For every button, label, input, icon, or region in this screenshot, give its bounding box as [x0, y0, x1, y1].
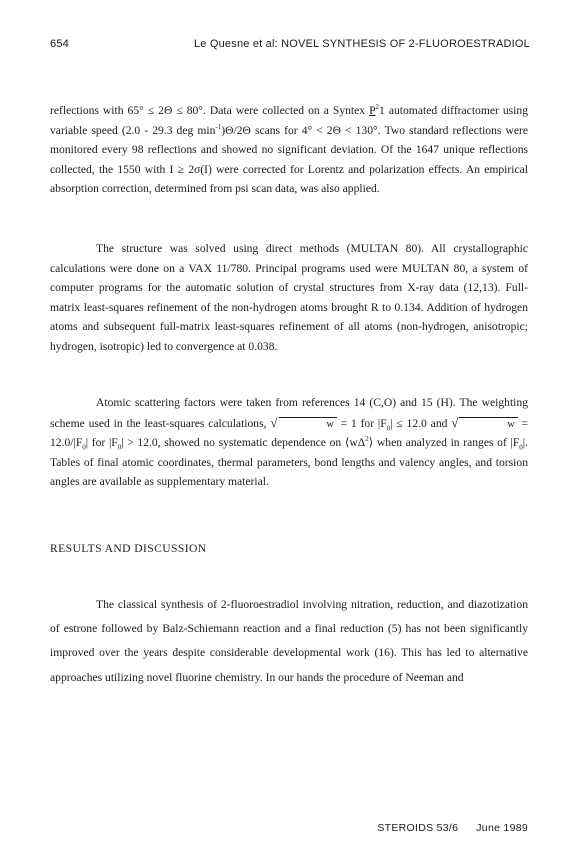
paragraph-text: reflections with 65° ≤ 2Θ ≤ 80°. Data were collected on a Syntex — [50, 104, 370, 117]
sqrt-argument: w — [279, 417, 337, 432]
paragraph-text: 1 automated diffractomer using variable speed (2.0 - 29.3 deg min — [50, 104, 529, 137]
sqrt-symbol: √ — [451, 414, 459, 430]
issue-date: June 1989 — [476, 822, 528, 834]
subscript: 0 — [386, 423, 391, 432]
paragraph-text: The classical synthesis of 2-fluoroestradiol involving nitration, reduction, and diazotization of estrone followed by Balz-Schiemann reaction and a final reduction (5) has not been significantly improved over the years despite considerable developmental work (16). This has led to alternative approaches utilizing novel fluorine chemistry. In our hands the procedure of Neeman and — [50, 598, 528, 684]
section-heading: RESULTS AND DISCUSSION — [50, 542, 207, 555]
page-number: 654 — [50, 38, 69, 50]
paragraph-text: )Θ/2Θ scans for 4° < 2Θ < 130°. Two standard reflections were monitored every 98 reflections and showed no significant deviation. Of the 1647 unique reflections collected, the 1550 with I ≥ 2σ(I) were corrected for Lorentz and polarization effects. An empirical absorption correction, determined from psi scan data, was also applied. — [50, 123, 528, 195]
paragraph-text: Atomic scattering factors were taken from references 14 (C,O) and 15 (H). The weighting scheme used in the least-squares calculations, — [50, 396, 528, 430]
paragraph-structure-solution — [50, 239, 528, 356]
paragraph-text: | ≤ 12.0 and — [390, 416, 452, 430]
subscript: 0 — [519, 443, 523, 452]
paragraph-text: The structure was solved using direct methods (MULTAN 80). All crystallographic calculations were done on a VAX 11/780. Principal programs used were MULTAN 80, a system of computer programs for the automatic solution of crystal structures from X-ray data (12,13). Full-matrix least-squares refinement of the non-hydrogen atoms brought R to 0.134. Addition of hydrogen atoms and subsequent full-matrix least-squares refinement of all atoms (non-hydrogen, anisotropic; hydrogen, isotropic) led to convergence at 0.038. — [50, 242, 528, 353]
paragraph-text: | for |F — [85, 436, 118, 449]
journal-issue: STEROIDS 53/6 — [377, 822, 459, 834]
sqrt-argument: w — [459, 417, 517, 432]
subscript: 0 — [82, 443, 86, 452]
running-head: Le Quesne et al: NOVEL SYNTHESIS OF 2-FLUOROESTRADIOL — [193, 38, 530, 50]
paragraph-scattering-factors — [50, 393, 528, 492]
paragraph-data-collection — [50, 101, 528, 199]
paragraph-text: |. Tables of final atomic coordinates, thermal parameters, bond lengths and valency angles, and torsion angles are available as supplementary material. — [50, 436, 528, 488]
paragraph-text: = 12.0/|F — [50, 416, 529, 449]
subscript: 0 — [117, 443, 122, 452]
page-header — [50, 38, 530, 58]
paragraph-text: | > 12.0, showed no systematic dependence on ⟨wΔ — [121, 436, 366, 449]
superscript: -1 — [215, 122, 222, 131]
paragraph-text: ⟩ when analyzed in ranges of |F — [368, 436, 520, 449]
paragraph-text: = 1 for |F — [336, 416, 387, 430]
sqrt-symbol: √ — [270, 414, 278, 430]
superscript: 2 — [375, 103, 380, 112]
space-group-letter: P — [369, 104, 376, 117]
page-footer — [377, 822, 528, 834]
superscript: 2 — [365, 435, 369, 444]
paragraph-classical-synthesis — [50, 593, 528, 690]
